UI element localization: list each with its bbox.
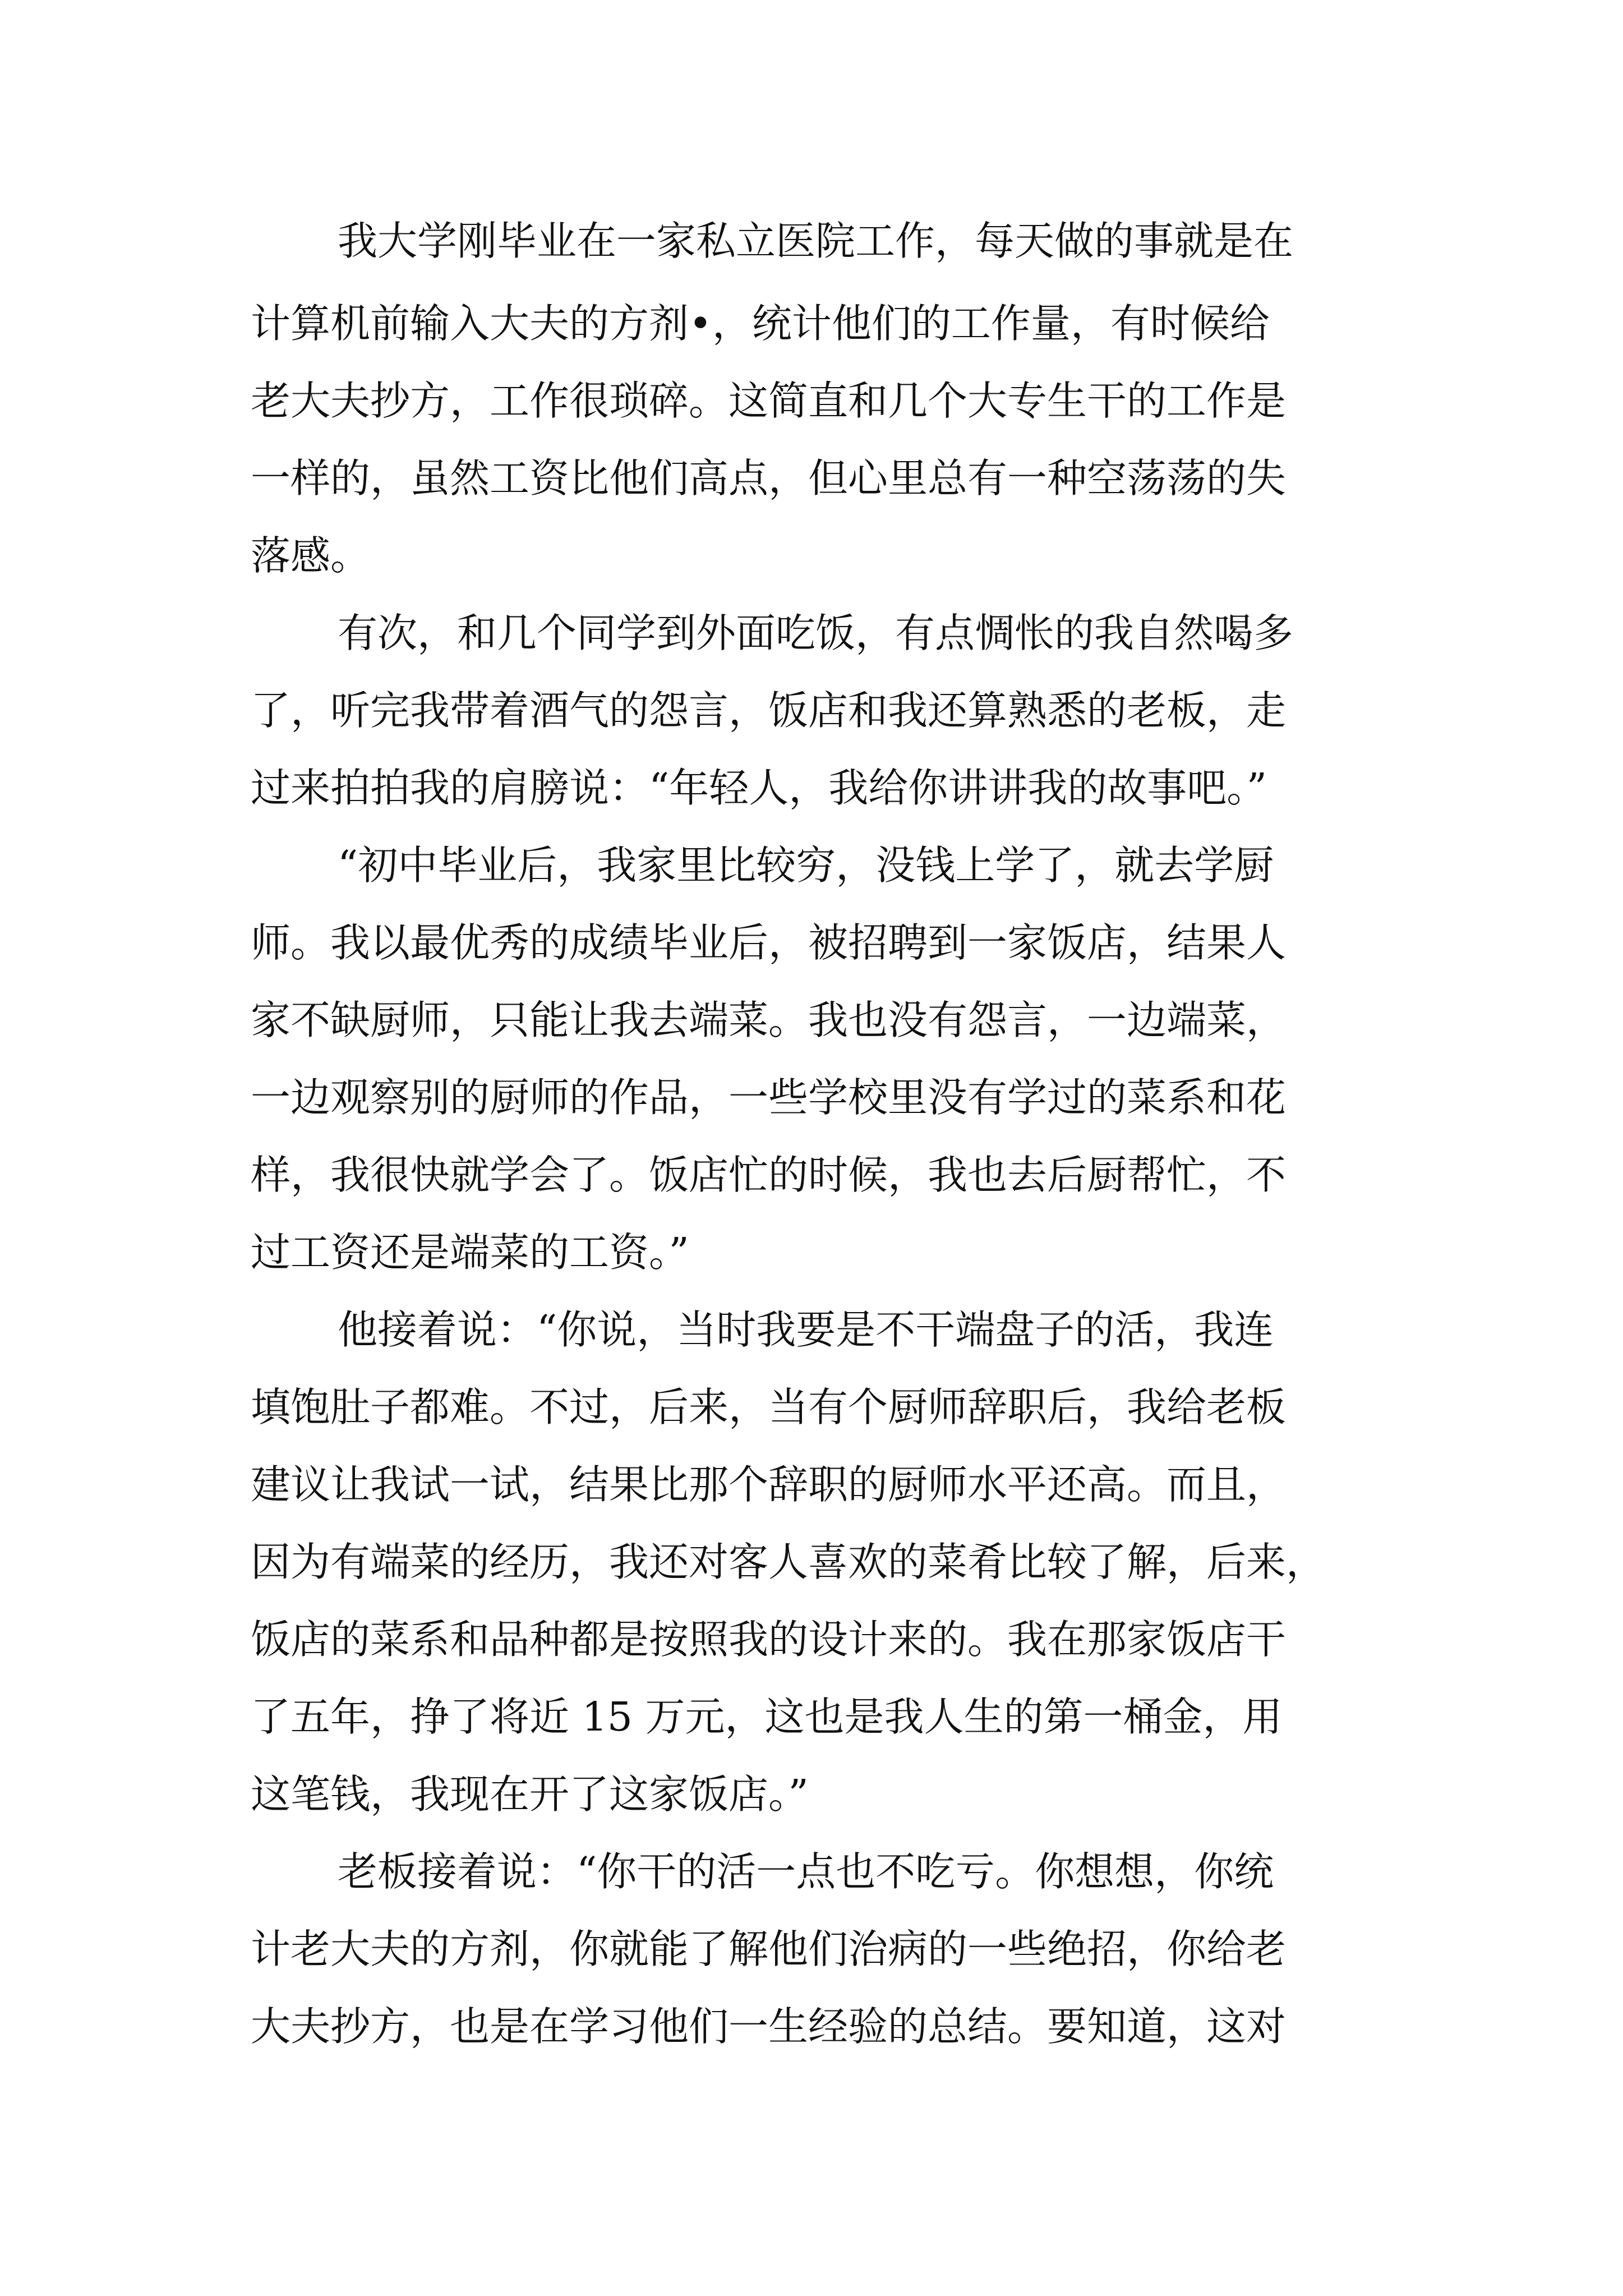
text-line: 大夫抄方，也是在学习他们一生经验的总结。要知道，这对 <box>251 2003 1287 2050</box>
text-line: 过来拍拍我的肩膀说：“年轻人，我给你讲讲我的故事吧。” <box>251 765 1267 811</box>
text-line: 这笔钱，我现在开了这家饭店。” <box>251 1771 809 1818</box>
text-line: 师。我以最优秀的成绩毕业后，被招聘到一家饭店，结果人 <box>251 919 1287 966</box>
text-line: 家不缺厨师，只能让我去端菜。我也没有怨言，一边端菜， <box>251 997 1287 1043</box>
text-line: 我大学刚毕业在一家私立医院工作，每天做的事就是在 <box>338 218 1294 264</box>
text-line: 有次，和几个同学到外面吃饭，有点惆怅的我自然喝多 <box>338 610 1294 656</box>
text-line: 因为有端菜的经历，我还对客人喜欢的菜肴比较了解，后来， <box>251 1539 1326 1585</box>
text-line: 计算机前输入大夫的方剂•，统计他们的工作量，有时候给 <box>251 300 1270 347</box>
text-line: 填饱肚子都难。不过，后来，当有个厨师辞职后，我给老板 <box>251 1384 1287 1430</box>
text-line: 老板接着说：“你干的活一点也不吃亏。你想想，你统 <box>338 1848 1274 1895</box>
text-line: 了五年，挣了将近 15 万元，这也是我人生的第一桶金，用 <box>251 1694 1283 1740</box>
text-line: “初中毕业后，我家里比较穷，没钱上学了，就去学厨 <box>338 842 1274 889</box>
text-line: 一边观察别的厨师的作品，一些学校里没有学过的菜系和花 <box>251 1074 1287 1121</box>
text-line: 样，我很快就学会了。饭店忙的时候，我也去后厨帮忙，不 <box>251 1152 1287 1198</box>
text-line: 他接着说：“你说，当时我要是不干端盘子的活，我连 <box>338 1306 1274 1353</box>
text-line: 饭店的菜系和品种都是按照我的设计来的。我在那家饭店干 <box>251 1616 1287 1663</box>
text-line: 建议让我试一试，结果比那个辞职的厨师水平还高。而且， <box>251 1461 1287 1508</box>
text-line: 一样的，虽然工资比他们高点，但心里总有一种空荡荡的失 <box>251 455 1287 501</box>
text-line: 老大夫抄方，工作很琐碎。这简直和几个大专生干的工作是 <box>251 378 1287 424</box>
text-line: 计老大夫的方剂，你就能了解他们治病的一些绝招，你给老 <box>251 1926 1287 1972</box>
text-line: 过工资还是端菜的工资。” <box>251 1229 689 1276</box>
text-line: 了，听完我带着酒气的怨言，饭店和我还算熟悉的老板，走 <box>251 687 1287 734</box>
text-line: 落感。 <box>251 532 371 579</box>
